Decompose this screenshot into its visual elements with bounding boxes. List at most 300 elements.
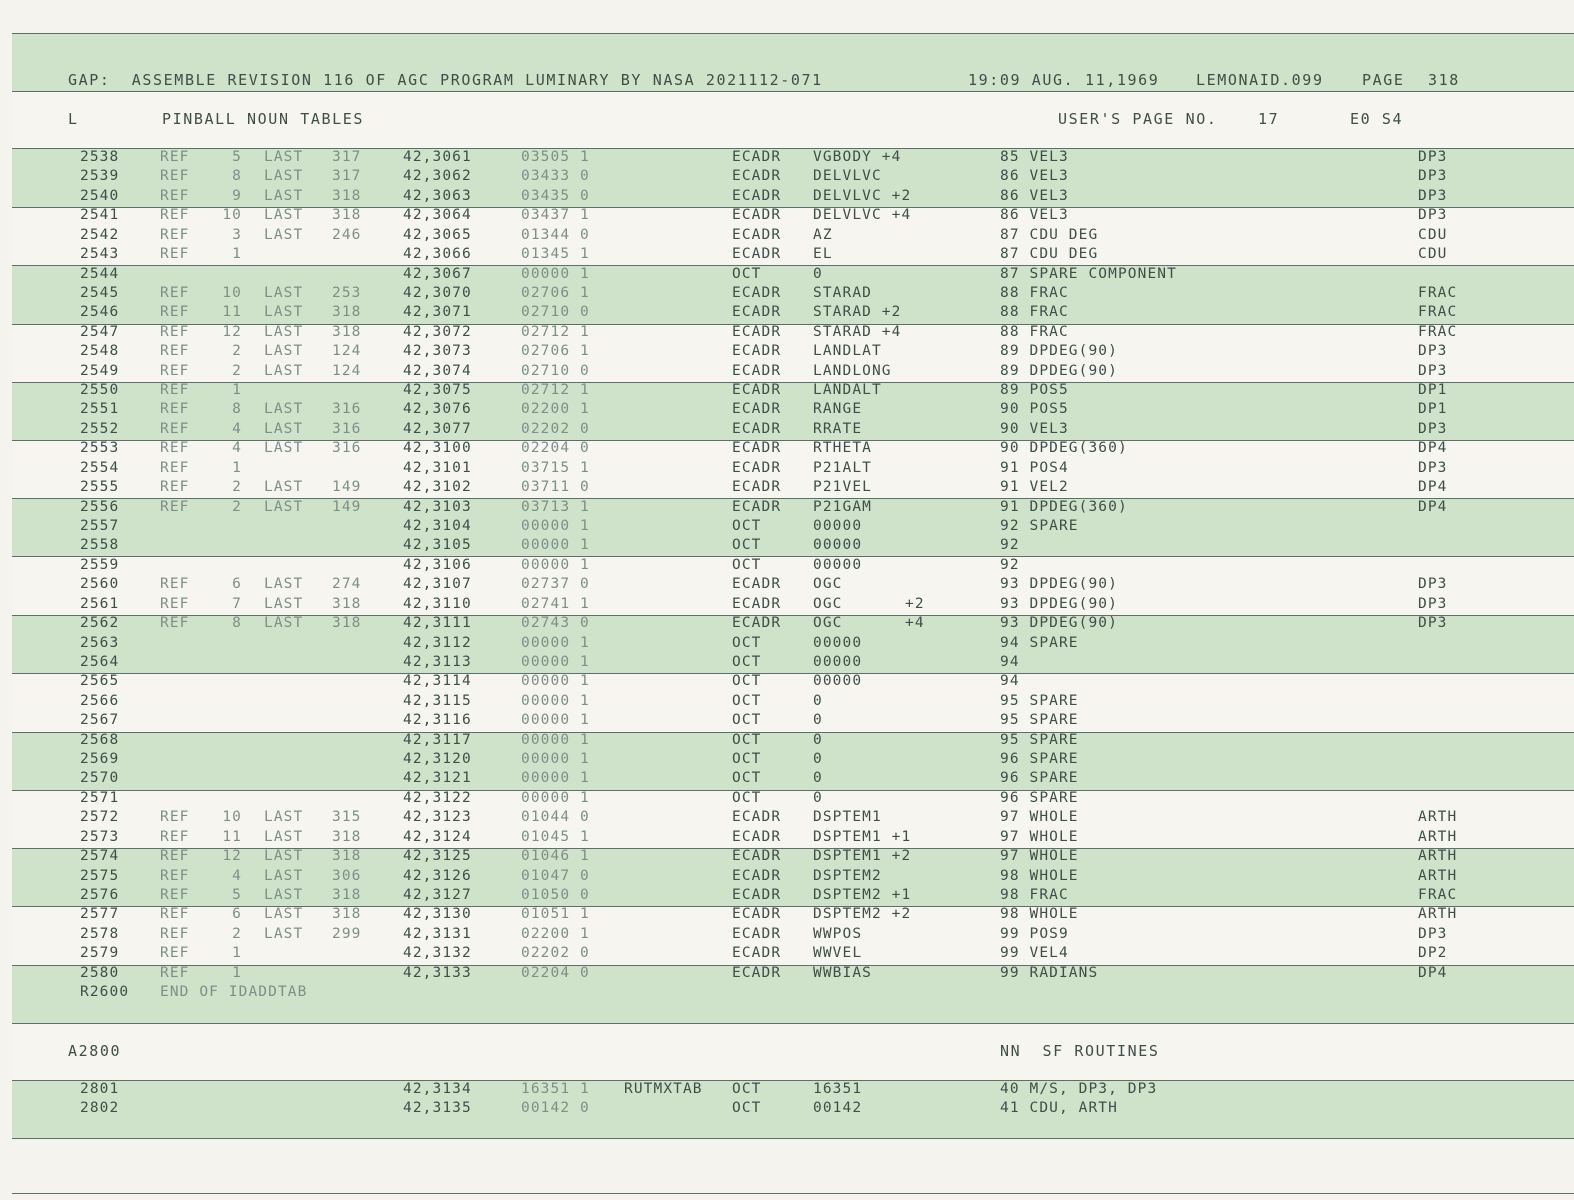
cell-refnum: 8 <box>232 615 242 632</box>
cell-noun: 85 VEL3 <box>1000 149 1069 165</box>
cell-addr: 42,3071 <box>403 304 472 321</box>
cell-op: OCT <box>732 634 762 651</box>
cell-operand: P21GAM <box>813 498 872 515</box>
cell-addr: 42,3075 <box>403 382 472 399</box>
listing-row <box>0 983 1574 1002</box>
cell-noun: 95 SPARE <box>1000 712 1079 729</box>
cell-noun: 90 VEL3 <box>1000 420 1069 437</box>
cell-op: OCT <box>732 1100 762 1117</box>
cell-refnum: 10 <box>222 207 242 224</box>
cell-refnum: 4 <box>232 867 242 884</box>
cell-scale: ARTH <box>1418 828 1458 845</box>
section2-title: NN SF ROUTINES <box>1000 1042 1160 1060</box>
cell-line: 2571 <box>80 789 120 806</box>
listing-row <box>0 187 1574 206</box>
cell-octal: 02710 0 <box>521 362 590 379</box>
cell-octal: 02712 1 <box>521 382 590 399</box>
cell-scale: FRAC <box>1418 323 1458 340</box>
cell-last: LAST <box>264 498 304 515</box>
cell-op: ECADR <box>732 576 782 593</box>
cell-line: 2560 <box>80 576 120 593</box>
cell-refnum: 10 <box>222 284 242 301</box>
listing-row <box>0 556 1574 575</box>
cell-addr: 42,3106 <box>403 556 472 573</box>
cell-op: ECADR <box>732 246 782 263</box>
cell-refnum: 3 <box>232 226 242 243</box>
cell-last: LAST <box>264 576 304 593</box>
cell-lastpg: 317 <box>332 168 362 185</box>
cell-scale: ARTH <box>1418 809 1458 826</box>
listing-row <box>0 284 1574 303</box>
cell-noun: 92 SPARE <box>1000 517 1079 534</box>
print-date: 19:09 AUG. 11,1969 <box>968 71 1160 89</box>
cell-octal: 00000 1 <box>521 789 590 806</box>
cell-line: 2558 <box>80 537 120 554</box>
cell-line: 2544 <box>80 265 120 282</box>
cell-lastpg: 306 <box>332 867 362 884</box>
cell-scale: DP1 <box>1418 382 1448 399</box>
cell-noun: 96 SPARE <box>1000 751 1079 768</box>
cell-op: ECADR <box>732 149 782 165</box>
listing-row <box>0 925 1574 944</box>
cell-addr: 42,3121 <box>403 770 472 787</box>
cell-ref: REF <box>160 284 190 301</box>
listing-row <box>0 828 1574 847</box>
cell-octal: 03437 1 <box>521 207 590 224</box>
cell-noun: 98 WHOLE <box>1000 867 1079 884</box>
listing-row <box>0 245 1574 264</box>
cell-octal: 02710 0 <box>521 304 590 321</box>
cell-scale: DP4 <box>1418 498 1448 515</box>
cell-op: ECADR <box>732 401 782 418</box>
cell-last: LAST <box>264 848 304 865</box>
cell-operand: 00000 <box>813 556 863 573</box>
cell-operand: DSPTEM2 <box>813 867 882 884</box>
cell-lastpg: 318 <box>332 828 362 845</box>
cell-ref: REF <box>160 246 190 263</box>
cell-lastpg: 316 <box>332 401 362 418</box>
user-page-code: E0 S4 <box>1350 110 1404 128</box>
listing-row <box>0 303 1574 322</box>
cell-noun: 86 VEL3 <box>1000 168 1069 185</box>
listing-row <box>0 400 1574 419</box>
cell-line: 2551 <box>80 401 120 418</box>
cell-scale: DP4 <box>1418 440 1448 457</box>
cell-lastpg: 316 <box>332 440 362 457</box>
cell-lastpg: 318 <box>332 304 362 321</box>
cell-octal: 00000 1 <box>521 517 590 534</box>
cell-octal: 02202 0 <box>521 945 590 962</box>
cell-noun: 86 VEL3 <box>1000 207 1069 224</box>
page-number: 318 <box>1428 71 1460 89</box>
cell-opnum: +4 <box>905 615 925 632</box>
cell-line: 2567 <box>80 712 120 729</box>
cell-op: ECADR <box>732 906 782 923</box>
cell-line: 2565 <box>80 673 120 690</box>
cell-octal: 16351 1 <box>521 1081 590 1097</box>
cell-octal: 01345 1 <box>521 246 590 263</box>
listing-row <box>0 362 1574 381</box>
listing-row <box>0 148 1574 167</box>
cell-line: 2801 <box>80 1081 120 1097</box>
cell-scale: DP3 <box>1418 187 1448 204</box>
cell-op: ECADR <box>732 848 782 865</box>
cell-ref: REF <box>160 420 190 437</box>
cell-op: ECADR <box>732 615 782 632</box>
listing-row <box>0 595 1574 614</box>
cell-operand: RRATE <box>813 420 863 437</box>
cell-octal: 01344 0 <box>521 226 590 243</box>
cell-op: OCT <box>732 537 762 554</box>
cell-noun: 97 WHOLE <box>1000 828 1079 845</box>
cell-operand: 0 <box>813 751 823 768</box>
cell-last: LAST <box>264 401 304 418</box>
cell-lastpg: 318 <box>332 848 362 865</box>
cell-operand: P21ALT <box>813 459 872 476</box>
cell-ref: REF <box>160 343 190 360</box>
cell-line: R2600 <box>80 984 130 1001</box>
cell-last: LAST <box>264 420 304 437</box>
cell-operand: 0 <box>813 692 823 709</box>
cell-ref: REF <box>160 382 190 399</box>
cell-operand: 0 <box>813 770 823 787</box>
cell-scale: FRAC <box>1418 304 1458 321</box>
cell-refnum: 12 <box>222 323 242 340</box>
cell-last: LAST <box>264 149 304 165</box>
cell-scale: DP3 <box>1418 343 1448 360</box>
cell-refnum: 1 <box>232 459 242 476</box>
cell-refnum: 1 <box>232 964 242 981</box>
cell-addr: 42,3072 <box>403 323 472 340</box>
cell-noun: 96 SPARE <box>1000 770 1079 787</box>
listing-row <box>0 1080 1574 1099</box>
cell-ref: REF <box>160 479 190 496</box>
cell-scale: DP1 <box>1418 401 1448 418</box>
cell-noun: 98 FRAC <box>1000 886 1069 903</box>
listing-row <box>0 439 1574 458</box>
cell-lastpg: 149 <box>332 498 362 515</box>
cell-refnum: 10 <box>222 809 242 826</box>
cell-octal: 03713 1 <box>521 498 590 515</box>
cell-ref: REF <box>160 945 190 962</box>
cell-addr: 42,3116 <box>403 712 472 729</box>
cell-ref: REF <box>160 809 190 826</box>
cell-ref: REF <box>160 576 190 593</box>
cell-octal: 02204 0 <box>521 440 590 457</box>
listing-row <box>0 167 1574 186</box>
cell-noun: 90 POS5 <box>1000 401 1069 418</box>
cell-noun: 40 M/S, DP3, DP3 <box>1000 1081 1158 1097</box>
listing-row <box>0 711 1574 730</box>
listing-row <box>0 672 1574 691</box>
cell-ref: REF <box>160 149 190 165</box>
cell-operand: STARAD <box>813 284 872 301</box>
cell-refnum: 9 <box>232 187 242 204</box>
cell-line: 2553 <box>80 440 120 457</box>
cell-operand: 00000 <box>813 673 863 690</box>
cell-scale: FRAC <box>1418 284 1458 301</box>
cell-addr: 42,3117 <box>403 731 472 748</box>
cell-addr: 42,3101 <box>403 459 472 476</box>
cell-addr: 42,3064 <box>403 207 472 224</box>
cell-last: LAST <box>264 343 304 360</box>
listing-row <box>0 420 1574 439</box>
cell-refnum: 2 <box>232 479 242 496</box>
cell-noun: 95 SPARE <box>1000 731 1079 748</box>
cell-operand: RTHETA <box>813 440 872 457</box>
listing-row <box>0 808 1574 827</box>
cell-ref: REF <box>160 615 190 632</box>
cell-ref: REF <box>160 964 190 981</box>
cell-operand: 16351 <box>813 1081 863 1097</box>
cell-line: 2572 <box>80 809 120 826</box>
cell-addr: 42,3134 <box>403 1081 472 1097</box>
cell-line: 2539 <box>80 168 120 185</box>
cell-lastpg: 124 <box>332 362 362 379</box>
cell-refnum: 1 <box>232 382 242 399</box>
cell-refnum: 2 <box>232 362 242 379</box>
cell-op: OCT <box>732 712 762 729</box>
cell-operand: DELVLVC +4 <box>813 207 912 224</box>
cell-noun: 89 DPDEG(90) <box>1000 362 1118 379</box>
listing-row <box>0 614 1574 633</box>
cell-addr: 42,3077 <box>403 420 472 437</box>
cell-op: ECADR <box>732 304 782 321</box>
cell-noun: 94 <box>1000 673 1020 690</box>
cell-noun: 99 POS9 <box>1000 925 1069 942</box>
cell-label: RUTMXTAB <box>624 1081 703 1097</box>
cell-addr: 42,3076 <box>403 401 472 418</box>
cell-operand: DSPTEM1 +1 <box>813 828 912 845</box>
cell-octal: 02706 1 <box>521 343 590 360</box>
listing-row <box>0 206 1574 225</box>
cell-ref: REF <box>160 226 190 243</box>
cell-line: 2548 <box>80 343 120 360</box>
cell-lastpg: 124 <box>332 343 362 360</box>
tape-name: LEMONAID.099 <box>1196 71 1324 89</box>
listing-row <box>0 905 1574 924</box>
cell-op: ECADR <box>732 440 782 457</box>
cell-op: ECADR <box>732 945 782 962</box>
cell-op: OCT <box>732 789 762 806</box>
cell-op: OCT <box>732 1081 762 1097</box>
cell-operand: 0 <box>813 265 823 282</box>
cell-line: 2578 <box>80 925 120 942</box>
cell-addr: 42,3074 <box>403 362 472 379</box>
cell-addr: 42,3107 <box>403 576 472 593</box>
cell-addr: 42,3114 <box>403 673 472 690</box>
cell-ref: REF <box>160 459 190 476</box>
cell-ref: REF <box>160 848 190 865</box>
cell-op: OCT <box>732 731 762 748</box>
cell-octal: 03433 0 <box>521 168 590 185</box>
cell-ref: REF <box>160 168 190 185</box>
listing-row <box>0 1099 1574 1118</box>
cell-line: 2554 <box>80 459 120 476</box>
cell-line: 2575 <box>80 867 120 884</box>
cell-octal: 03715 1 <box>521 459 590 476</box>
cell-lastpg: 253 <box>332 284 362 301</box>
listing-row <box>0 381 1574 400</box>
cell-noun: 86 VEL3 <box>1000 187 1069 204</box>
cell-op: ECADR <box>732 168 782 185</box>
cell-octal: 00142 0 <box>521 1100 590 1117</box>
cell-op: ECADR <box>732 964 782 981</box>
cell-addr: 42,3104 <box>403 517 472 534</box>
cell-lastpg: 318 <box>332 323 362 340</box>
cell-noun: 94 SPARE <box>1000 634 1079 651</box>
section2-line-number: A2800 <box>68 1042 122 1060</box>
listing-row <box>0 847 1574 866</box>
cell-ref: REF <box>160 401 190 418</box>
cell-refnum: 1 <box>232 945 242 962</box>
cell-addr: 42,3135 <box>403 1100 472 1117</box>
cell-lastpg: 149 <box>332 479 362 496</box>
cell-operand: 00000 <box>813 634 863 651</box>
cell-noun: 96 SPARE <box>1000 789 1079 806</box>
cell-addr: 42,3131 <box>403 925 472 942</box>
cell-op: OCT <box>732 556 762 573</box>
cell-opnum: +2 <box>905 595 925 612</box>
cell-operand: 0 <box>813 789 823 806</box>
cell-addr: 42,3125 <box>403 848 472 865</box>
cell-line: 2556 <box>80 498 120 515</box>
cell-ref: REF <box>160 925 190 942</box>
cell-scale: DP3 <box>1418 207 1448 224</box>
listing-row <box>0 536 1574 555</box>
cell-addr: 42,3112 <box>403 634 472 651</box>
cell-octal: 02737 0 <box>521 576 590 593</box>
listing-row <box>0 517 1574 536</box>
cell-octal: 01050 0 <box>521 886 590 903</box>
cell-lastpg: 318 <box>332 187 362 204</box>
cell-op: ECADR <box>732 886 782 903</box>
cell-line: 2559 <box>80 556 120 573</box>
cell-noun: 99 VEL4 <box>1000 945 1069 962</box>
cell-noun: 92 <box>1000 537 1020 554</box>
cell-ref: REF <box>160 595 190 612</box>
cell-scale: DP2 <box>1418 945 1448 962</box>
cell-refnum: 12 <box>222 848 242 865</box>
cell-op: ECADR <box>732 595 782 612</box>
cell-last: LAST <box>264 828 304 845</box>
cell-op: OCT <box>732 517 762 534</box>
cell-op: OCT <box>732 751 762 768</box>
cell-octal: 00000 1 <box>521 265 590 282</box>
cell-scale: DP3 <box>1418 615 1448 632</box>
cell-lastpg: 317 <box>332 149 362 165</box>
cell-addr: 42,3130 <box>403 906 472 923</box>
cell-lastpg: 315 <box>332 809 362 826</box>
rule <box>12 33 1574 34</box>
cell-octal: 02200 1 <box>521 925 590 942</box>
cell-op: ECADR <box>732 187 782 204</box>
cell-line: 2569 <box>80 751 120 768</box>
cell-octal: 02712 1 <box>521 323 590 340</box>
cell-op: OCT <box>732 265 762 282</box>
cell-ref: REF <box>160 362 190 379</box>
cell-octal: 03435 0 <box>521 187 590 204</box>
cell-refnum: 4 <box>232 440 242 457</box>
cell-ref: REF <box>160 828 190 845</box>
cell-line: 2580 <box>80 964 120 981</box>
listing-row <box>0 750 1574 769</box>
cell-noun: 93 DPDEG(90) <box>1000 595 1118 612</box>
cell-last: LAST <box>264 886 304 903</box>
cell-operand: LANDALT <box>813 382 882 399</box>
cell-addr: 42,3132 <box>403 945 472 962</box>
cell-octal: 01045 1 <box>521 828 590 845</box>
rule <box>12 1138 1574 1139</box>
cell-op: ECADR <box>732 362 782 379</box>
cell-octal: 00000 1 <box>521 712 590 729</box>
cell-operand: DELVLVC <box>813 168 882 185</box>
cell-octal: 02204 0 <box>521 964 590 981</box>
cell-line: 2579 <box>80 945 120 962</box>
cell-noun: 87 SPARE COMPONENT <box>1000 265 1177 282</box>
cell-last: LAST <box>264 284 304 301</box>
cell-addr: 42,3123 <box>403 809 472 826</box>
cell-octal: 01044 0 <box>521 809 590 826</box>
cell-addr: 42,3062 <box>403 168 472 185</box>
cell-op: ECADR <box>732 207 782 224</box>
cell-lastpg: 274 <box>332 576 362 593</box>
cell-octal: 00000 1 <box>521 692 590 709</box>
listing-row <box>0 944 1574 963</box>
cell-operand: EL <box>813 246 833 263</box>
cell-operand: 00000 <box>813 517 863 534</box>
cell-op: ECADR <box>732 226 782 243</box>
listing-row <box>0 342 1574 361</box>
listing-row <box>0 653 1574 672</box>
cell-operand: AZ <box>813 226 833 243</box>
cell-last: LAST <box>264 867 304 884</box>
cell-last: LAST <box>264 809 304 826</box>
cell-last: LAST <box>264 226 304 243</box>
cell-operand: DSPTEM1 +2 <box>813 848 912 865</box>
cell-op: ECADR <box>732 382 782 399</box>
cell-operand: DELVLVC +2 <box>813 187 912 204</box>
listing-row <box>0 226 1574 245</box>
cell-last: LAST <box>264 362 304 379</box>
cell-ref: REF <box>160 323 190 340</box>
cell-op: ECADR <box>732 343 782 360</box>
cell-lastpg: 246 <box>332 226 362 243</box>
cell-addr: 42,3133 <box>403 964 472 981</box>
cell-ref: REF <box>160 304 190 321</box>
cell-noun: 41 CDU, ARTH <box>1000 1100 1118 1117</box>
cell-octal: 02706 1 <box>521 284 590 301</box>
cell-line: 2563 <box>80 634 120 651</box>
cell-lastpg: 316 <box>332 420 362 437</box>
cell-addr: 42,3067 <box>403 265 472 282</box>
cell-noun: 90 DPDEG(360) <box>1000 440 1128 457</box>
cell-lastpg: 318 <box>332 207 362 224</box>
cell-op: ECADR <box>732 459 782 476</box>
cell-op: ECADR <box>732 479 782 496</box>
cell-noun: 88 FRAC <box>1000 323 1069 340</box>
cell-op: ECADR <box>732 809 782 826</box>
cell-octal: 03505 1 <box>521 149 590 165</box>
cell-octal: 01051 1 <box>521 906 590 923</box>
cell-noun: 88 FRAC <box>1000 284 1069 301</box>
cell-op: ECADR <box>732 284 782 301</box>
log-letter: L <box>68 110 79 128</box>
cell-noun: 98 WHOLE <box>1000 906 1079 923</box>
cell-noun: 87 CDU DEG <box>1000 246 1099 263</box>
listing-row <box>0 731 1574 750</box>
cell-addr: 42,3063 <box>403 187 472 204</box>
